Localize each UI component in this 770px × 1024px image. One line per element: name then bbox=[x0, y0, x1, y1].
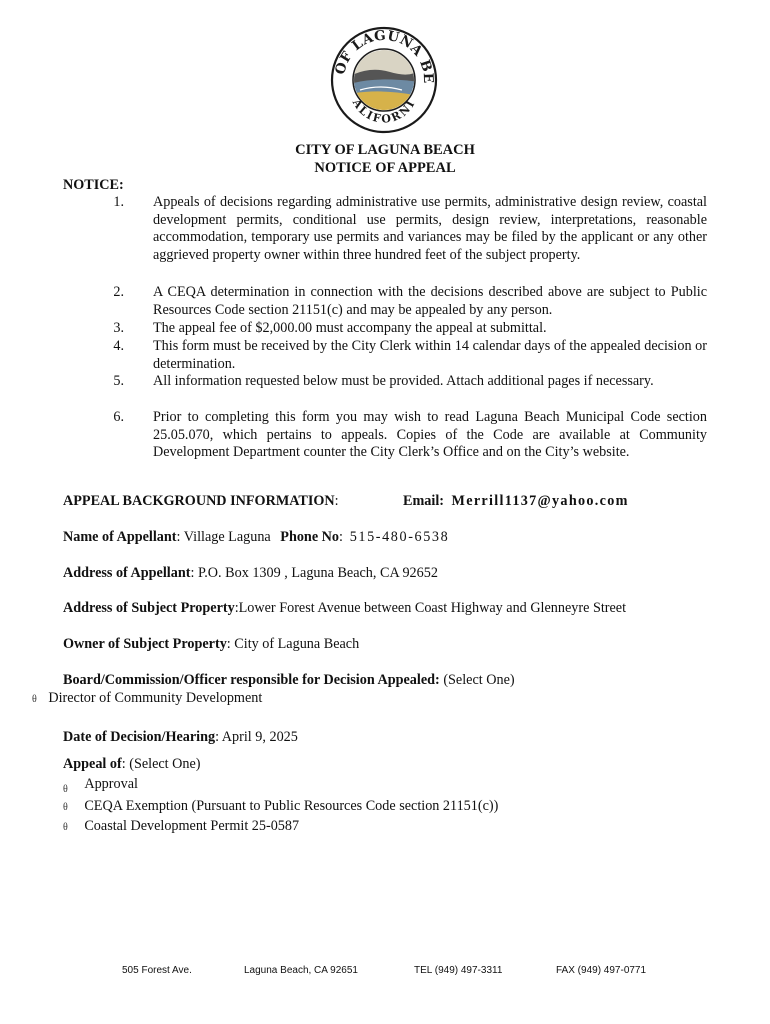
appeal-of-row bbox=[63, 756, 201, 773]
city-seal bbox=[330, 18, 438, 148]
background-heading-row bbox=[63, 493, 339, 510]
notice-item-2-text: A CEQA determination in connection with the decisions described above are subject to Public Resources Code section 21151(c) and may be appealed by any person. bbox=[153, 284, 707, 318]
city-seal-graphic bbox=[330, 18, 438, 148]
background-heading: APPEAL BACKGROUND INFORMATION bbox=[63, 493, 335, 509]
appeal-of-option-label: Coastal Development Permit 25-0587 bbox=[84, 818, 300, 834]
notice-item-3-text: The appeal fee of $2,000.00 must accompany the appeal at submittal. bbox=[153, 320, 547, 336]
appeal-of-option-bullet-icon: θ bbox=[63, 784, 68, 795]
subject-address-label: Address of Subject Property bbox=[63, 600, 235, 616]
email-row bbox=[403, 493, 629, 510]
document-title-line2: NOTICE OF APPEAL bbox=[314, 160, 456, 176]
notice-item-5-text: All information requested below must be provided. Attach additional pages if necessary. bbox=[153, 373, 654, 389]
decision-date-value: : April 9, 2025 bbox=[215, 729, 298, 745]
appeal-of-option-approval[interactable] bbox=[63, 776, 138, 793]
appeal-of-option-label: CEQA Exemption (Pursuant to Public Resources Code section 21151(c)) bbox=[84, 798, 499, 814]
appeal-of-hint: : (Select One) bbox=[121, 756, 201, 772]
decision-date-label: Date of Decision/Hearing bbox=[63, 729, 216, 745]
decision-date-row bbox=[63, 729, 298, 746]
notice-item-4-number: 4. bbox=[113, 338, 124, 354]
appellant-address-row bbox=[63, 565, 438, 582]
footer-tel: TEL (949) 497-3311 bbox=[414, 965, 503, 976]
subject-address-row bbox=[63, 600, 626, 617]
notice-item-2-number: 2. bbox=[113, 284, 124, 300]
appellant-name-row bbox=[63, 529, 449, 546]
footer-fax: FAX (949) 497-0771 bbox=[556, 965, 647, 976]
footer-address: 505 Forest Ave. bbox=[122, 965, 192, 976]
appeal-of-option-bullet-icon: θ bbox=[63, 802, 68, 813]
notice-item-6-number: 6. bbox=[113, 409, 124, 425]
phone-label: Phone No bbox=[280, 529, 340, 545]
board-hint: (Select One) bbox=[439, 672, 515, 688]
notice-item-1-number: 1. bbox=[113, 194, 124, 210]
notice-item-6-text: Prior to completing this form you may wish to read Laguna Beach Municipal Code section 25.05.070, which pertains to appeals. Copies of the Code are available at Community Development Department counter the City Clerk’s Office and on the City’s website. bbox=[153, 409, 707, 461]
appellant-name-label: Name of Appellant bbox=[63, 529, 177, 545]
owner-label: Owner of Subject Property bbox=[63, 636, 227, 652]
document-title-line1: CITY OF LAGUNA BEACH bbox=[295, 142, 475, 158]
notice-item-5-number: 5. bbox=[113, 373, 124, 389]
appeal-of-label: Appeal of bbox=[63, 756, 122, 772]
notice-item-3-number: 3. bbox=[113, 320, 124, 336]
appellant-address-value: : P.O. Box 1309 , Laguna Beach, CA 92652 bbox=[190, 565, 438, 581]
board-option[interactable] bbox=[32, 690, 262, 707]
board-option-label: Director of Community Development bbox=[48, 690, 263, 706]
notice-label: NOTICE: bbox=[63, 177, 124, 193]
appellant-name-value: : Village Laguna bbox=[176, 529, 271, 545]
notice-item-4-text: This form must be received by the City Clerk within 14 calendar days of the appealed decision or determination. bbox=[153, 338, 707, 372]
appeal-of-option-bullet-icon: θ bbox=[63, 822, 68, 833]
appeal-of-option-cdp[interactable] bbox=[63, 818, 299, 835]
appellant-address-label: Address of Appellant bbox=[63, 565, 191, 581]
email-label: Email: bbox=[403, 493, 444, 509]
board-option-bullet-icon: θ bbox=[32, 694, 37, 705]
appeal-of-option-label: Approval bbox=[84, 776, 138, 792]
footer-city: Laguna Beach, CA 92651 bbox=[244, 965, 358, 976]
appeal-of-option-ceqa[interactable] bbox=[63, 798, 498, 815]
seal-ring-bottom-text: ALIFORNI bbox=[349, 96, 419, 126]
board-row bbox=[63, 672, 515, 689]
seal-ring-top-text: OF LAGUNA BE bbox=[332, 27, 437, 84]
subject-address-value: :Lower Forest Avenue between Coast Highway and Glenneyre Street bbox=[234, 600, 627, 616]
owner-value: : City of Laguna Beach bbox=[226, 636, 360, 652]
email-value: Merrill1137@yahoo.com bbox=[451, 493, 629, 509]
background-heading-colon: : bbox=[334, 493, 339, 509]
board-label: Board/Commission/Officer responsible for Decision Appealed: bbox=[63, 672, 440, 688]
owner-row bbox=[63, 636, 359, 653]
notice-item-1-text: Appeals of decisions regarding administrative use permits, administrative design review, coastal development permits, conditional use permits, design review, interpretations, reasonable accommodation, temporary use permits and variances may be filed by the applicant or any other aggrieved property owner within three hundred feet of the subject property. bbox=[153, 194, 707, 263]
phone-value: : 515-480-6538 bbox=[339, 529, 450, 545]
